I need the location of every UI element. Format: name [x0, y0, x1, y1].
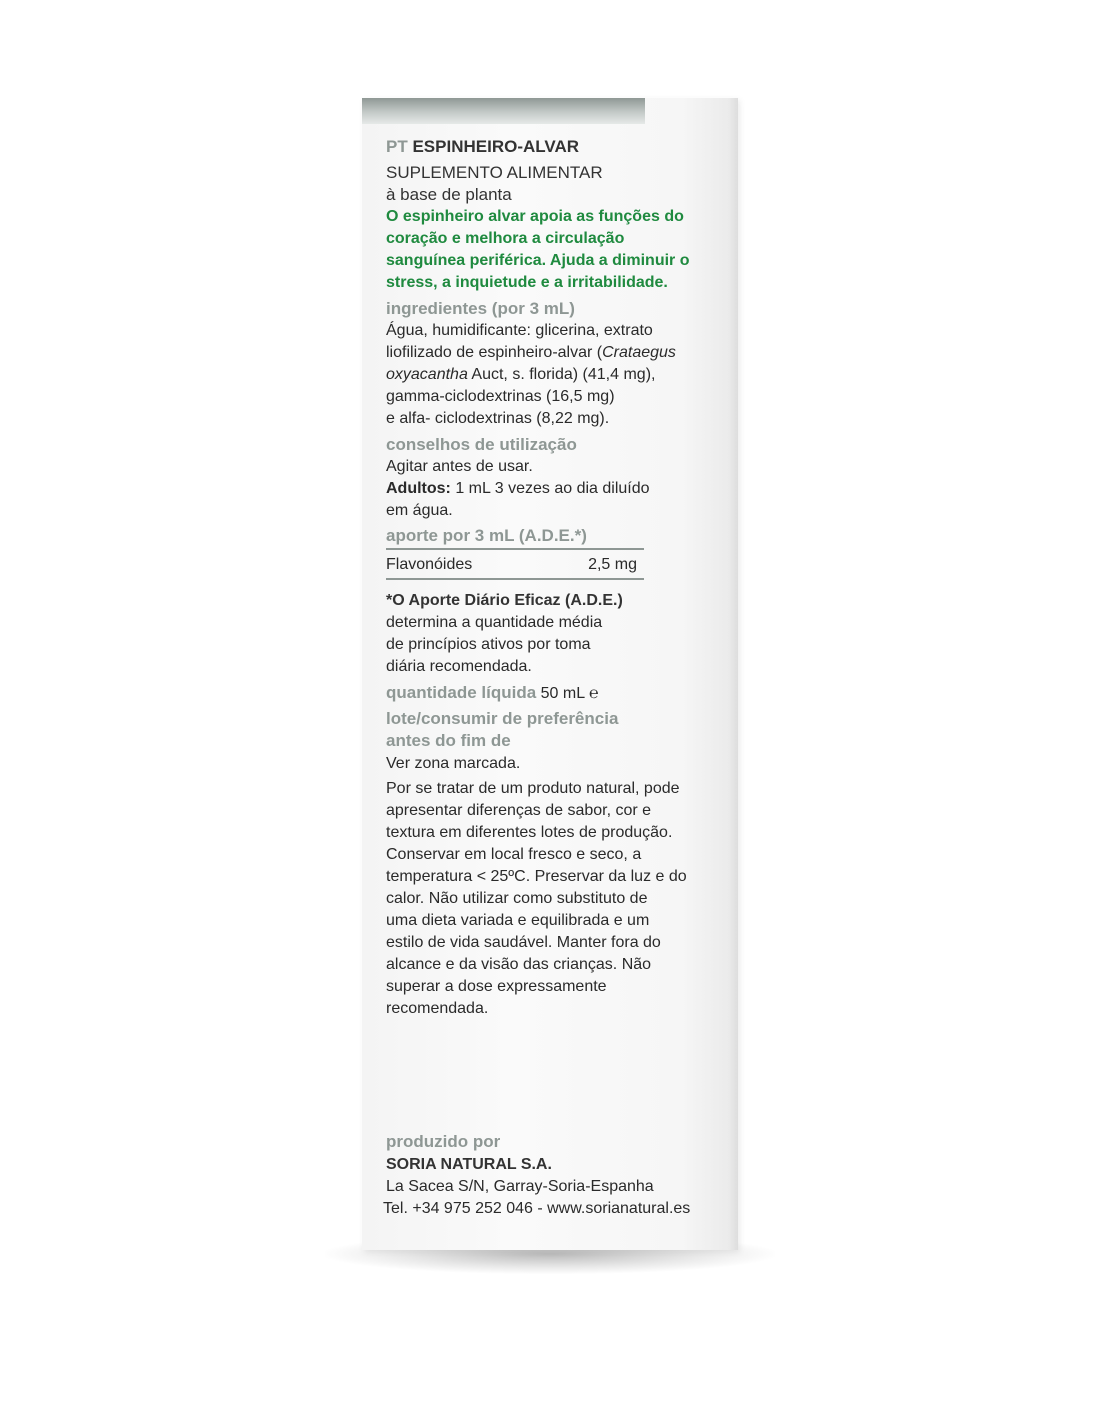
adults-dose: 1 mL 3 vezes ao dia diluído: [450, 480, 650, 497]
claim-line: sanguínea periférica. Ajuda a diminuir o: [386, 252, 690, 269]
ade-note-title: *O Aporte Diário Eficaz (A.D.E.): [386, 592, 623, 609]
claim-line: coração e melhora a circulação: [386, 230, 625, 247]
ingredients-text: Auct, s. florida) (41,4 mg),: [467, 366, 656, 383]
product-subcategory: à base de planta: [386, 185, 512, 204]
warning-line: alcance e da visão das crianças. Não: [386, 956, 652, 973]
producer-address: La Sacea S/N, Garray-Soria-Espanha: [386, 1178, 654, 1195]
producer-heading: produzido por: [386, 1132, 501, 1151]
warning-line: recomendada.: [386, 1000, 489, 1017]
claim-line: stress, a inquietude e a irritabilidade.: [386, 274, 668, 291]
adults-label: Adultos:: [386, 480, 451, 497]
latin-name-part: oxyacantha: [386, 366, 468, 383]
product-category: SUPLEMENTO ALIMENTAR: [386, 163, 603, 182]
ade-note-line: diária recomendada.: [386, 658, 532, 675]
warning-line: temperatura < 25ºC. Preservar da luz e do: [386, 868, 687, 885]
warning-line: estilo de vida saudável. Manter fora do: [386, 934, 661, 951]
lot-text: Ver zona marcada.: [386, 755, 521, 772]
producer-name: SORIA NATURAL S.A.: [386, 1156, 552, 1173]
warning-line: Por se tratar de um produto natural, pode: [386, 780, 680, 797]
ade-note-line: determina a quantidade média: [386, 614, 603, 631]
claim-line: O espinheiro alvar apoia as funções do: [386, 208, 684, 225]
top-color-band: [362, 98, 645, 124]
net-quantity-label: quantidade líquida: [386, 683, 537, 702]
ingredients-line: [386, 342, 676, 364]
ingredients-heading: ingredientes (por 3 mL): [386, 299, 575, 318]
supply-table-row: [386, 554, 637, 576]
warning-line: apresentar diferenças de sabor, cor e: [386, 802, 652, 819]
lot-heading: antes do fim de: [386, 731, 511, 750]
lot-heading: lote/consumir de preferência: [386, 709, 619, 728]
ingredients-line: Água, humidificante: glicerina, extrato: [386, 322, 653, 339]
latin-name-part: Crataegus: [602, 344, 676, 361]
ingredients-line: gamma-ciclodextrinas (16,5 mg): [386, 388, 615, 405]
table-bottom-rule: [386, 578, 644, 580]
usage-line: em água.: [386, 502, 453, 519]
table-top-rule: [386, 548, 644, 550]
warning-line: superar a dose expressamente: [386, 978, 607, 995]
language-code: PT: [386, 137, 408, 156]
ingredients-line: [386, 364, 655, 386]
supply-heading: aporte por 3 mL (A.D.E.*): [386, 526, 587, 545]
ade-note-line: de princípios ativos por toma: [386, 636, 591, 653]
product-title: [386, 136, 579, 158]
warning-line: uma dieta variada e equilibrada e um: [386, 912, 650, 929]
net-quantity-value: 50 mL ℮: [540, 685, 599, 702]
usage-heading: conselhos de utilização: [386, 435, 577, 454]
nutrient-value: 2,5 mg: [588, 556, 637, 573]
usage-line: [386, 478, 650, 500]
nutrient-name: Flavonóides: [386, 556, 473, 573]
net-quantity: [386, 682, 599, 705]
product-name: ESPINHEIRO-ALVAR: [412, 137, 580, 156]
usage-line: Agitar antes de usar.: [386, 458, 533, 475]
warning-line: calor. Não utilizar como substituto de: [386, 890, 648, 907]
ingredients-line: e alfa- ciclodextrinas (8,22 mg).: [386, 410, 610, 427]
producer-contact: Tel. +34 975 252 046 - www.sorianatural.es: [383, 1200, 691, 1217]
ingredients-text: liofilizado de espinheiro-alvar (: [386, 344, 603, 361]
box-edge-shade: [728, 98, 738, 1250]
warning-line: textura em diferentes lotes de produção.: [386, 824, 673, 841]
warning-line: Conservar em local fresco e seco, a: [386, 846, 642, 863]
